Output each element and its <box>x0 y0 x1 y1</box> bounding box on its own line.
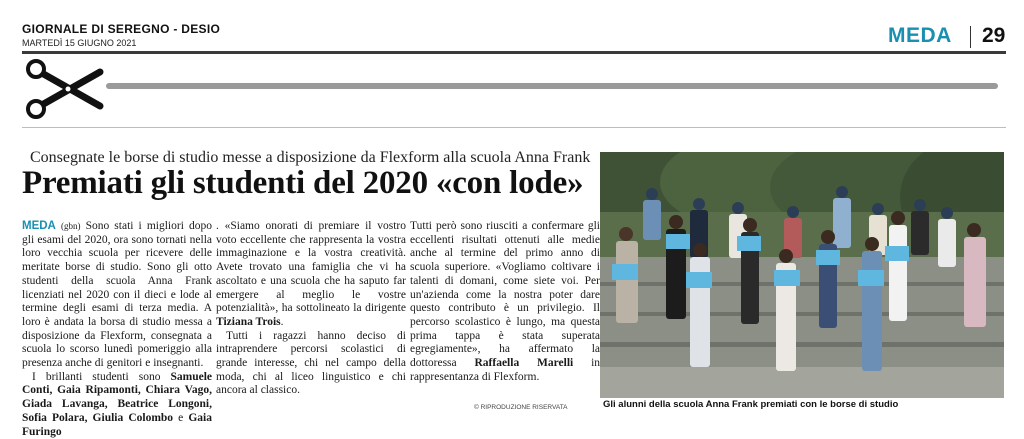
student-names: Samuele Conti, Gaia Ripamonti, Chiara Vago, Giada Lavanga, Beatrice Longoni, Sofia Polara, Giulia Colombo <box>22 370 212 424</box>
dateline: MEDA <box>22 220 56 232</box>
principal-name: Tiziana Trois <box>216 315 281 328</box>
photo-caption: Gli alunni della scuola Anna Frank premiati con le borse di studio <box>603 399 899 410</box>
cut-line <box>106 83 998 89</box>
article-column-3 <box>410 220 600 384</box>
student-name-last: Gaia Furingo <box>22 411 212 438</box>
reproduction-notice: © RIPRODUZIONE RISERVATA <box>474 404 568 411</box>
section-label: MEDA <box>888 24 952 47</box>
representative-name: Raffaella Marelli <box>474 357 574 370</box>
article-kicker: Consegnate le borse di studio messe a disposizione da Flexform alla scuola Anna Frank <box>30 149 591 166</box>
group-photo <box>600 152 1004 398</box>
article-column-2: . «Siamo onorati di premiare il vostro voto eccellente che rappresenta la vostra immaginazione e la vostra creatività. Avete trovato una famiglia che vi ha ascoltato e una scuola che ha saputo far emergere al meglio le vostre potenzialità», ha sottolineato la dirigente Tiziana Trois. Tutti i ragazzi hanno deciso di intraprendere percorsi scolastici di grande interesse, chi nel campo della moda, chi al liceo linguistico e chi ancora al classico. <box>216 220 406 397</box>
byline: (gbn) <box>60 221 81 231</box>
issue-date: MARTEDÌ 15 GIUGNO 2021 <box>22 38 137 48</box>
article-column-1 <box>22 220 212 439</box>
col3-ending: in rappresentanza di Flexform. <box>410 357 601 383</box>
article-headline: Premiati gli studenti del 2020 «con lode» <box>22 165 584 201</box>
names-conjunction: e <box>178 411 184 424</box>
newspaper-name: GIORNALE DI SEREGNO - DESIO <box>22 22 221 36</box>
col1-paragraph-1: Sono stati i migliori dopo gli esami del 2020, ora sono tornati nella loro vecchia scuola per ricevere delle meritate borse di studio. Sono gli otto studenti della scuola Anna Frank licenziati nel 2020 con il dieci e lode al termine degli esami di terza media. A loro è andata la borsa di studio messa a disposizione da Flexform, consegnata a scuola lo scorso lunedì pomeriggio alla presenza anche di genitori e insegnanti. <box>22 220 212 370</box>
section-rule <box>22 127 1006 128</box>
col3-paragraph: Tutti però sono riusciti a confermare gli eccellenti risultati ottenuti alle medie anche al termine del primo anno di scuola superiore. «Vogliamo coltivare i talenti di domani, come siete voi. Per un'azienda come la nostra poter dare questo contributo è un privilegio. Il percorso scolastico è lungo, ma questa prima tappa è stata superata egregiamente», ha affermato la dottoressa <box>410 220 600 370</box>
col2-paragraph-2: Tutti i ragazzi hanno deciso di intraprendere percorsi scolastici di grande interesse, chi nel campo della moda, chi al liceo linguistico e chi ancora al classico. <box>216 329 406 397</box>
col1-paragraph-2: I brillanti studenti sono <box>32 370 161 383</box>
header-divider <box>970 26 971 48</box>
page-number: 29 <box>982 24 1006 47</box>
header-rule <box>22 51 1006 54</box>
scissors-icon <box>22 58 106 120</box>
principal-quote: . «Siamo onorati di premiare il vostro voto eccellente che rappresenta la vostra immaginazione e la vostra creatività. Avete trovato una famiglia che vi ha ascoltato e una scuola che ha saputo far emergere al meglio le vostre potenzialità», ha sottolineato la dirigente <box>216 220 406 315</box>
